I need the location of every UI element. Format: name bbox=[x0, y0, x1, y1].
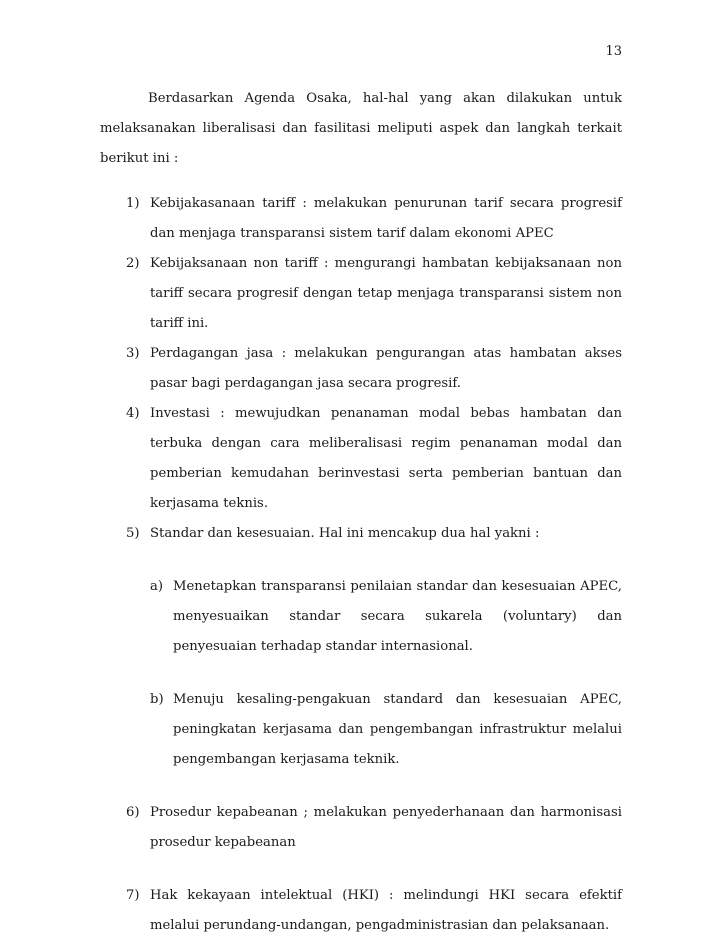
list-marker: 5) bbox=[126, 526, 140, 541]
sub-list bbox=[150, 572, 622, 775]
list-item-text: Perdagangan jasa : melakukan pengurangan atas hambatan akses pasar bagi perdagangan jasa secara progresif. bbox=[150, 346, 622, 391]
sub-list-item-a bbox=[100, 572, 622, 662]
list-item-3 bbox=[100, 339, 622, 399]
document-body bbox=[100, 84, 622, 941]
intro-paragraph: Berdasarkan Agenda Osaka, hal-hal yang akan dilakukan untuk melaksanakan liberalisasi dan fasilitasi meliputi aspek dan langkah terkait berikut ini : bbox=[100, 91, 622, 166]
list-item-5 bbox=[100, 519, 622, 775]
sub-list-item-text: Menuju kesaling-pengakuan standard dan kesesuaian APEC, peningkatan kerjasama dan pengembangan infrastruktur melalui pengembangan kerjasama teknik. bbox=[173, 692, 622, 767]
list-item-text: Standar dan kesesuaian. Hal ini mencakup dua hal yakni : bbox=[150, 526, 540, 541]
sub-list-item-text: Menetapkan transparansi penilaian standar dan kesesuaian APEC, menyesuaikan standar secara sukarela (voluntary) dan penyesuaian terhadap standar internasional. bbox=[173, 579, 622, 654]
list-item-1 bbox=[100, 189, 622, 249]
list-item-text: Prosedur kepabeanan ; melakukan penyederhanaan dan harmonisasi prosedur kepabeanan bbox=[150, 805, 622, 850]
list-item-text: Investasi : mewujudkan penanaman modal bebas hambatan dan terbuka dengan cara meliberalisasi regim penanaman modal dan pemberian kemudahan berinvestasi serta pemberian bantuan dan kerjasama teknis. bbox=[150, 406, 622, 511]
list-marker: 3) bbox=[126, 346, 140, 361]
list-item-text: Kebijakasanaan tariff : melakukan penurunan tarif secara progresif dan menjaga transparansi sistem tarif dalam ekonomi APEC bbox=[150, 196, 622, 241]
list-item-7 bbox=[100, 881, 622, 941]
main-list bbox=[100, 189, 622, 941]
list-item-6 bbox=[100, 798, 622, 858]
sub-list-marker: a) bbox=[150, 579, 164, 594]
list-marker: 6) bbox=[126, 805, 140, 820]
sub-list-item-b bbox=[100, 685, 622, 775]
page-number: 13 bbox=[605, 44, 622, 59]
list-item-4 bbox=[100, 399, 622, 519]
list-marker: 1) bbox=[126, 196, 140, 211]
list-marker: 7) bbox=[126, 888, 140, 903]
list-marker: 2) bbox=[126, 256, 140, 271]
sub-list-marker: b) bbox=[150, 692, 164, 707]
list-item-2 bbox=[100, 249, 622, 339]
list-item-text: Kebijaksanaan non tariff : mengurangi hambatan kebijaksanaan non tariff secara progresif dengan tetap menjaga transparansi sistem non tariff ini. bbox=[150, 256, 622, 331]
list-marker: 4) bbox=[126, 406, 140, 421]
list-item-text: Hak kekayaan intelektual (HKI) : melindungi HKI secara efektif melalui perundang-undangan, pengadministrasian dan pelaksanaan. bbox=[150, 888, 622, 933]
